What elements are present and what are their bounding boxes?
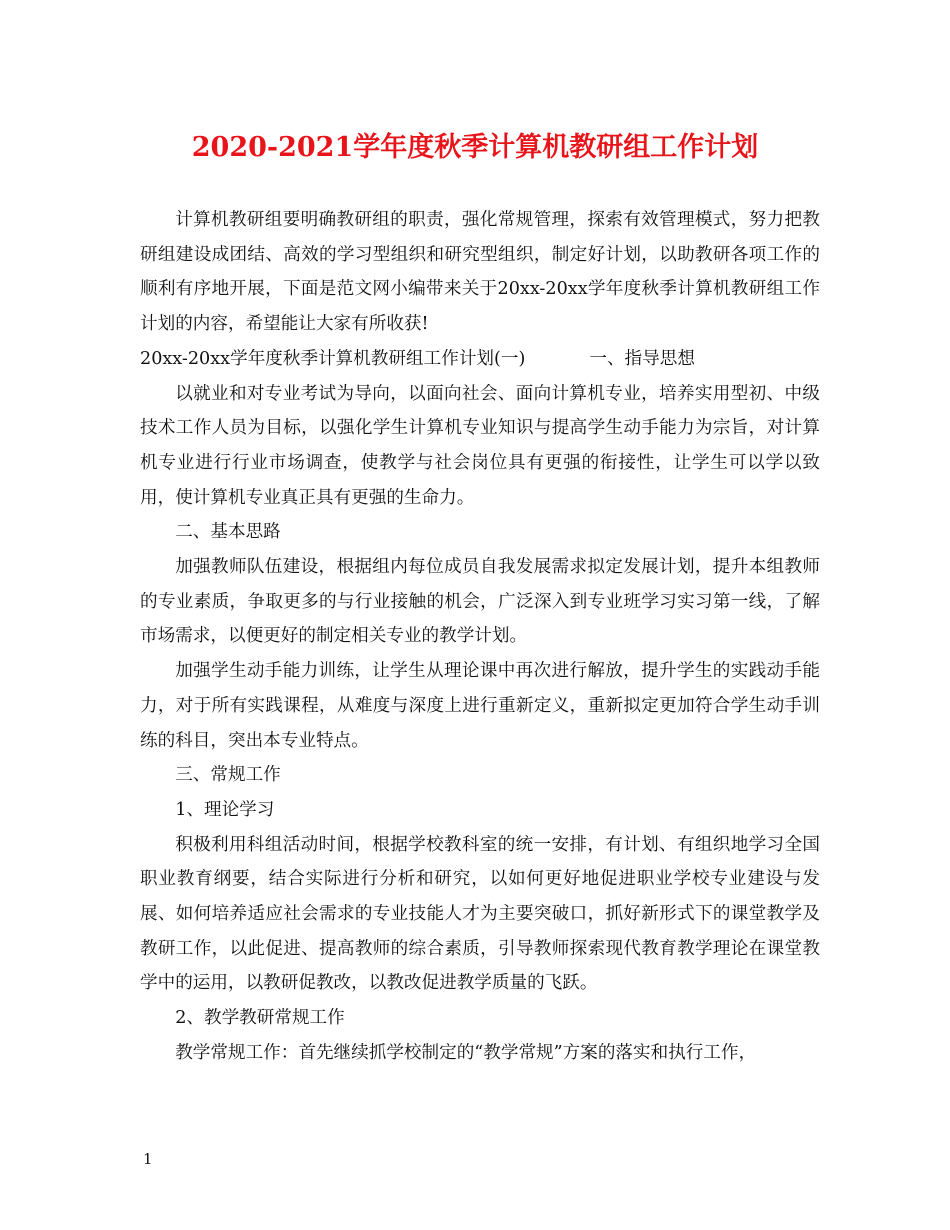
document-title: 2020-2021学年度秋季计算机教研组工作计划 <box>191 132 759 163</box>
plan-subtitle: 20xx-20xx学年度秋季计算机教研组工作计划(一) <box>140 348 526 369</box>
guiding-ideology-paragraph: 以就业和对专业考试为导向，以面向社会、面向计算机专业，培养实用型初、中级技术工作人员为目标，以强化学生计算机专业知识与提高学生动手能力为宗旨，对计算机专业进行行业市场调查，使教学与社会岗位具有更强的衔接性，让学生可以学以致用，使计算机专业真正具有更强的生命力。 <box>140 383 820 508</box>
subtitle-line <box>140 342 820 377</box>
basic-approach-paragraph-1: 加强教师队伍建设，根据组内每位成员自我发展需求拟定发展计划，提升本组教师的专业素质，争取更多的与行业接触的机会，广泛深入到专业班学习实习第一线，了解市场需求，以便更好的制定相关专业的教学计划。 <box>140 557 820 647</box>
subheading-theory-study: 1、理论学习 <box>175 799 275 820</box>
theory-study-paragraph: 积极利用科组活动时间，根据学校教科室的统一安排，有计划、有组织地学习全国职业教育纲要，结合实际进行分析和研究，以如何更好地促进职业学校专业建设与发展、如何培养适应社会需求的专业技能人才为主要突破口，抓好新形式下的课堂教学及教研工作，以此促进、提高教师的综合素质，引导教师探索现代教育教学理论在课堂教学中的运用，以教研促教改，以教改促进教学质量的飞跃。 <box>140 834 820 994</box>
section-heading-guiding-ideology: 一、指导思想 <box>589 348 695 369</box>
subheading-teaching-research: 2、教学教研常规工作 <box>175 1008 345 1029</box>
page-number: 1 <box>143 1150 153 1168</box>
document-body <box>140 203 820 1071</box>
section-heading-basic-approach: 二、基本思路 <box>175 522 281 543</box>
section-heading-routine-work: 三、常规工作 <box>175 765 281 786</box>
intro-paragraph: 计算机教研组要明确教研组的职责，强化常规管理，探索有效管理模式，努力把教研组建设成团结、高效的学习型组织和研究型组织，制定好计划，以助教研各项工作的顺利有序地开展，下面是范文网小编带来关于20xx-20xx学年度秋季计算机教研组工作计划的内容，希望能让大家有所收获! <box>140 210 820 335</box>
teaching-research-paragraph: 教学常规工作：首先继续抓学校制定的“教学常规”方案的落实和执行工作， <box>175 1042 757 1063</box>
basic-approach-paragraph-2: 加强学生动手能力训练，让学生从理论课中再次进行解放，提升学生的实践动手能力，对于所有实践课程，从难度与深度上进行重新定义，重新拟定更加符合学生动手训练的科目，突出本专业特点。 <box>140 661 820 751</box>
